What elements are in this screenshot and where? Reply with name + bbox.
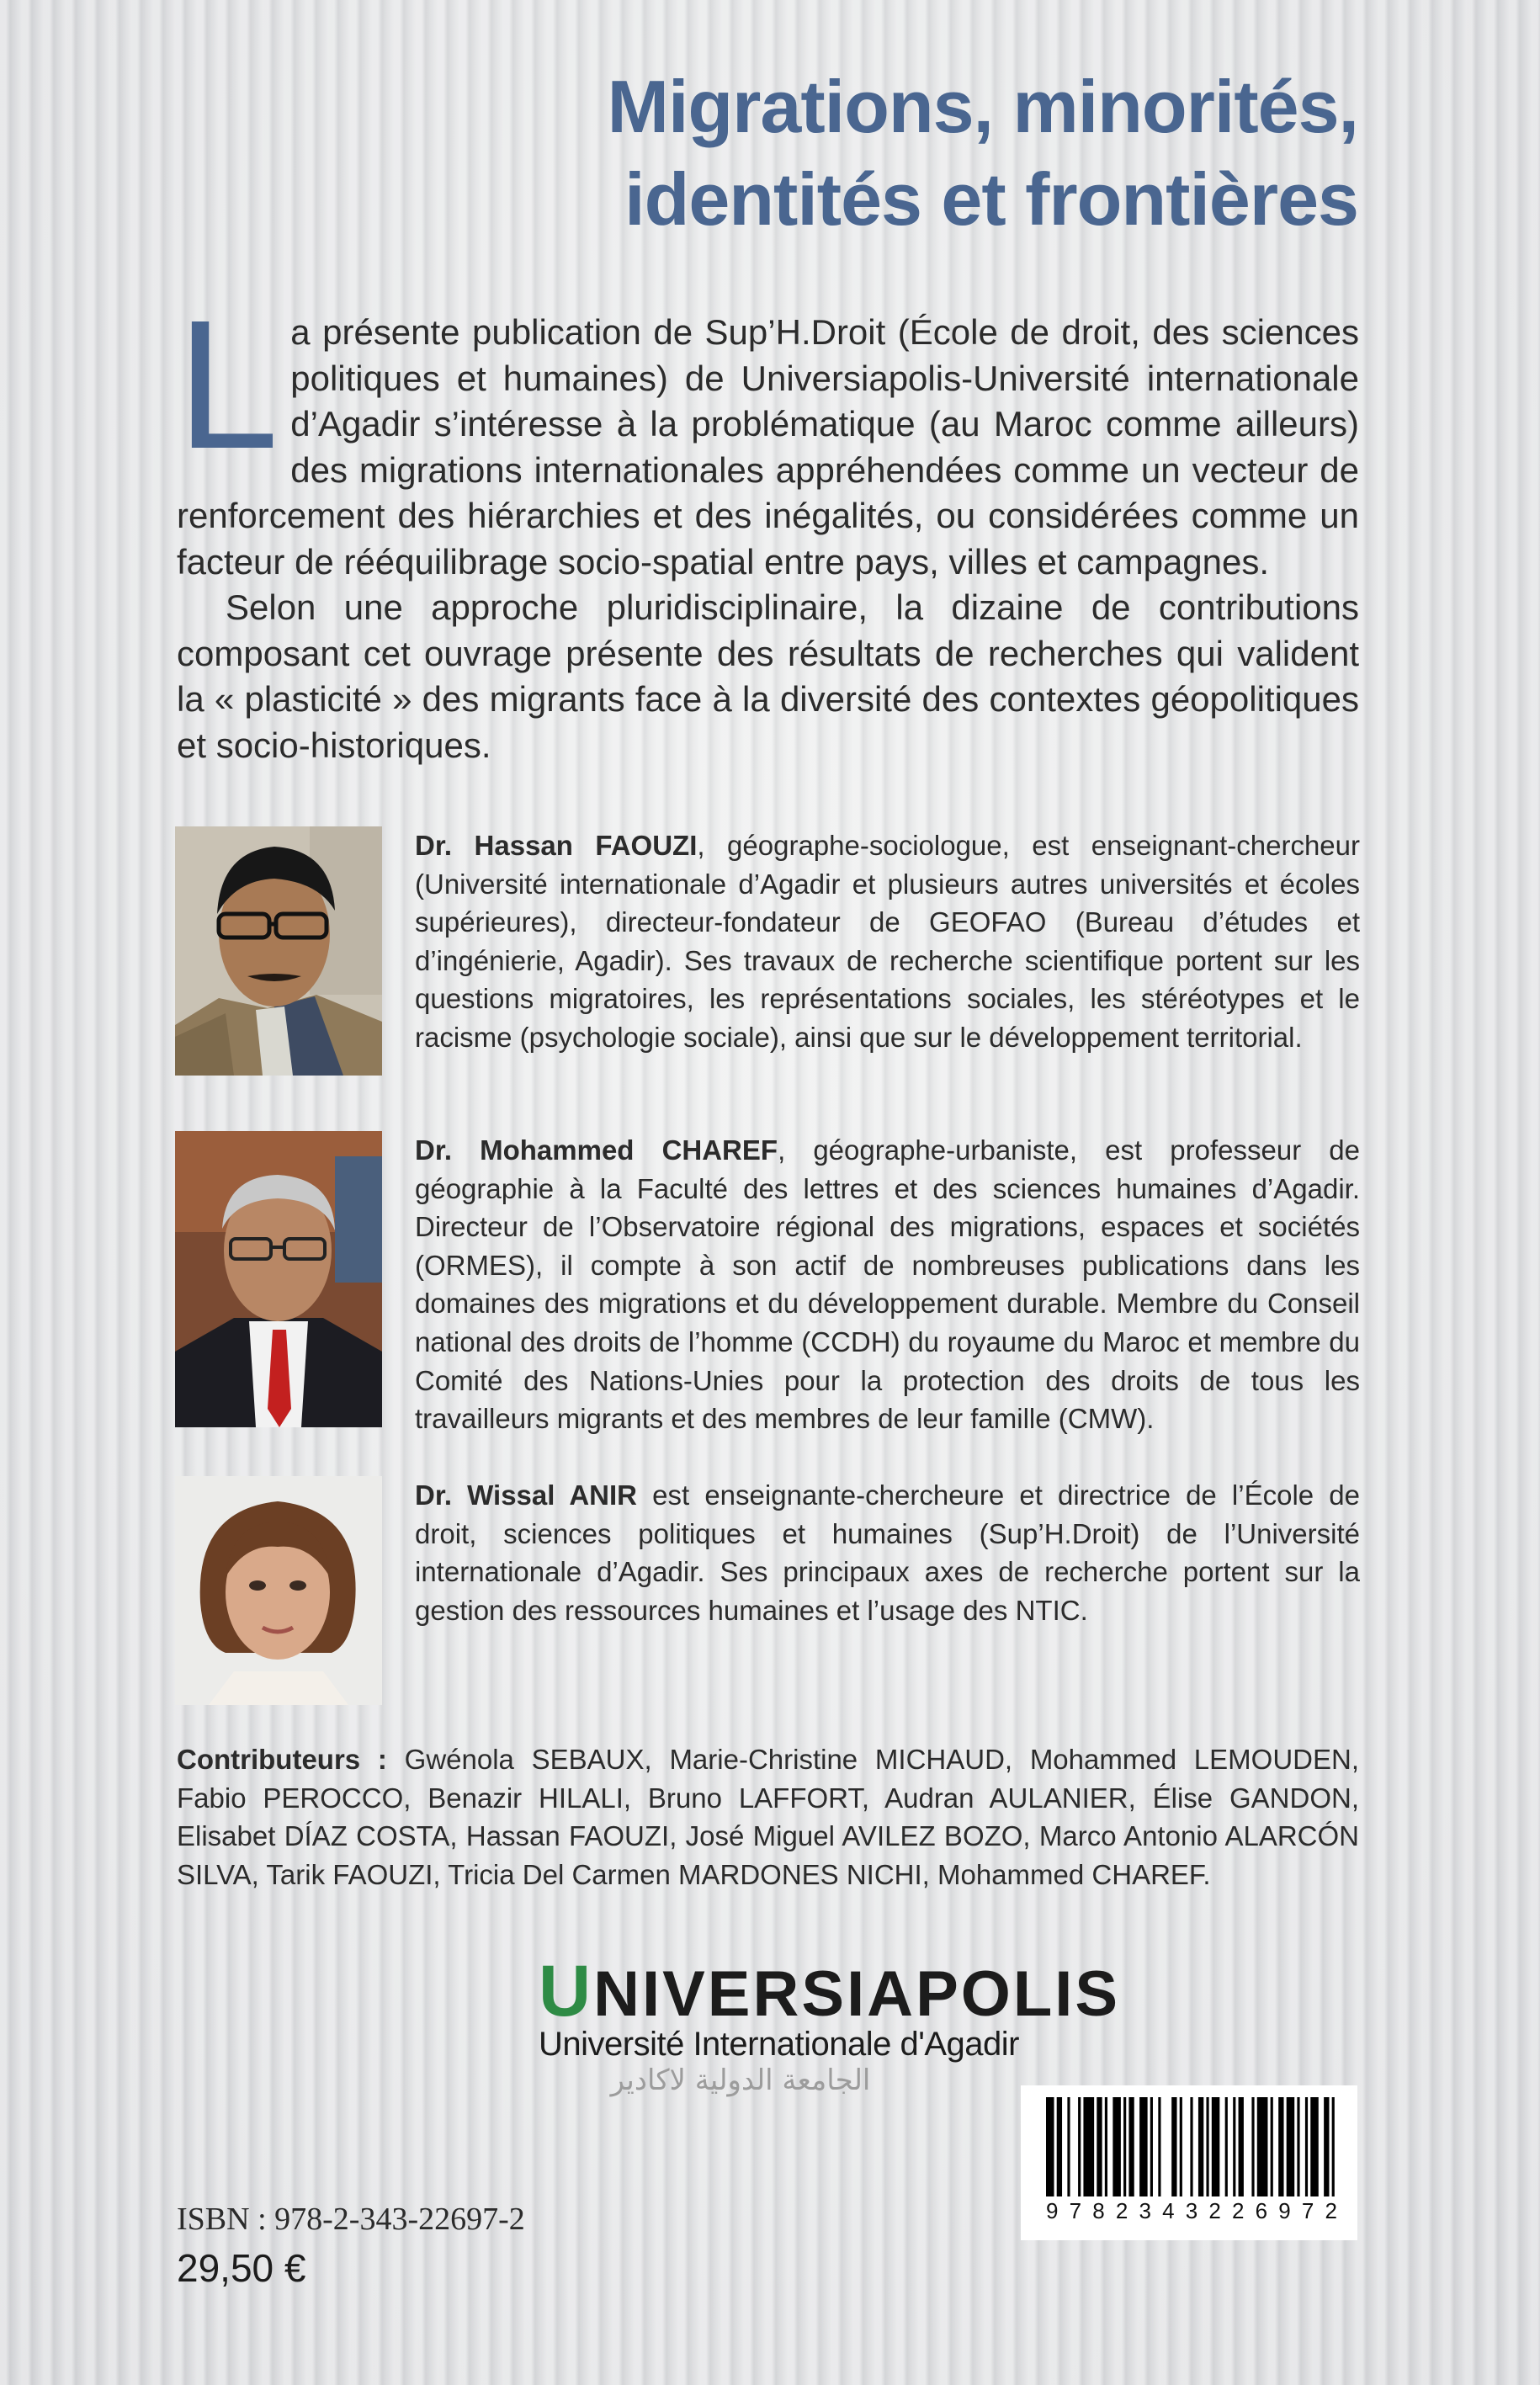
- barcode-digit: 2: [1115, 2198, 1128, 2223]
- contributors-list: [177, 1740, 1359, 1894]
- barcode-bar: [1180, 2097, 1182, 2196]
- barcode-digit: 9: [1046, 2198, 1059, 2223]
- barcode-bar: [1057, 2097, 1062, 2196]
- author-block-faouzi: [175, 826, 1360, 1079]
- barcode-bar: [1097, 2097, 1102, 2196]
- barcode-digit: 2: [1232, 2198, 1245, 2223]
- barcode-digit: 9: [1278, 2198, 1291, 2223]
- isbn-number: ISBN : 978-2-343-22697-2: [177, 2202, 525, 2237]
- intro-paragraph-2: Selon une approche pluridisciplinaire, la dizaine de contributions composant cet ouvrage présente des résultats de recherches qui valident la « plasticité » des migrants face à la diversité des contextes géopolitiques et socio-historiques.: [177, 587, 1359, 765]
- barcode-bar: [1332, 2097, 1335, 2196]
- barcode-bar: [1287, 2097, 1295, 2196]
- drop-cap: L: [177, 283, 279, 487]
- barcode-bar: [1171, 2097, 1176, 2196]
- intro-paragraph-1: [177, 283, 1359, 585]
- book-title: [348, 61, 1358, 246]
- barcode-bar: [1239, 2097, 1244, 2196]
- contributors-label: Contributeurs :: [177, 1744, 387, 1775]
- logo-wordmark: [539, 1951, 1121, 2032]
- barcode-bar: [1225, 2097, 1228, 2196]
- intro-paragraph-1-text: a présente publication de Sup’H.Droit (École de droit, des sciences politiques et humaines) de Universiapolis-Université internationale d’Agadir s’intéresse à la problématique (au Maroc comme ailleurs) des migrations internationales appréhendées comme un vecteur de renforcement des hiérarchies et des inégalités, ou considérées comme un facteur de rééquilibrage socio-spatial entre pays, villes et campagnes.: [177, 312, 1359, 582]
- barcode-bar: [1212, 2097, 1220, 2196]
- contributors-names: Gwénola SEBAUX, Marie-Christine MICHAUD, Mohammed LEMOUDEN, Fabio PEROCCO, Benazir HILALI, Bruno LAFFORT, Audran AULANIER, Élise GANDON, Elisabet DÍAZ COSTA, Hassan FAOUZI, José Miguel AVILEZ BOZO, Marco Antonio ALARCÓN SILVA, Tarik FAOUZI, Tricia Del Carmen MARDONES NICHI, Mohammed CHAREF.: [177, 1744, 1359, 1890]
- barcode-bar: [1046, 2097, 1054, 2196]
- author-name-anir: Dr. Wissal ANIR: [415, 1479, 638, 1511]
- author-bio-text-faouzi: , géographe-sociologue, est enseignant-chercheur (Université internationale d’Agadir et plusieurs autres universités et écoles supérieures), directeur-fondateur de GEOFAO (Bureau d’études et d’ingénierie, Agadir). Ses travaux de recherche scientifique portent sur les questions migratoires, les représentations sociales, les stéréotypes et le racisme (psychologie sociale), ainsi que sur le développement territorial.: [415, 830, 1360, 1053]
- book-title-line-2: identités et frontières: [624, 157, 1358, 241]
- book-title-line-1: Migrations, minorités,: [607, 65, 1358, 148]
- barcode-bar: [1271, 2097, 1273, 2196]
- barcode-digit: 2: [1325, 2198, 1337, 2223]
- logo-first-letter: U: [539, 1951, 594, 2032]
- barcode-digit: 3: [1139, 2198, 1151, 2223]
- barcode-bar: [1297, 2097, 1299, 2196]
- author-block-charef: [175, 1131, 1360, 1434]
- barcode-bar: [1190, 2097, 1192, 2196]
- intro-text: [177, 283, 1359, 768]
- author-bio-anir: [415, 1476, 1360, 1629]
- author-block-anir: [175, 1476, 1360, 1712]
- author-name-charef: Dr. Mohammed CHAREF: [415, 1134, 778, 1166]
- author-photo-faouzi: [175, 826, 382, 1076]
- barcode-digit: 8: [1092, 2198, 1105, 2223]
- barcode-bar: [1233, 2097, 1235, 2196]
- price: 29,50 €: [177, 2246, 306, 2290]
- barcode-bar: [1198, 2097, 1203, 2196]
- barcode-bar: [1206, 2097, 1208, 2196]
- barcode-bars: [1046, 2097, 1337, 2196]
- barcode-digit: 2: [1208, 2198, 1221, 2223]
- barcode-bar: [1257, 2097, 1268, 2196]
- logo-subtitle: Université Internationale d'Agadir: [539, 2026, 1019, 2063]
- barcode-bar: [1078, 2097, 1081, 2196]
- barcode-bar: [1305, 2097, 1308, 2196]
- author-bio-charef: [415, 1131, 1360, 1438]
- barcode-digit: 4: [1162, 2198, 1175, 2223]
- author-photo-charef: [175, 1131, 382, 1427]
- author-bio-text-charef: , géographe-urbaniste, est professeur de géographie à la Faculté des lettres et des sciences humaines d’Agadir. Directeur de l’Observatoire régional des migrations, espaces et sociétés (ORMES), il compte à son actif de nombreuses publications dans les domaines des migrations et du développement durable. Membre du Conseil national des droits de l’homme (CCDH) du royaume du Maroc et membre du Comité des Nations-Unies pour la protection des droits de tous les travailleurs migrants et des membres de leur famille (CMW).: [415, 1134, 1360, 1435]
- barcode-bar: [1324, 2097, 1329, 2196]
- barcode-digit: 3: [1185, 2198, 1198, 2223]
- author-bio-faouzi: [415, 826, 1360, 1057]
- barcode-bar: [1083, 2097, 1094, 2196]
- barcode-bar: [1139, 2097, 1148, 2196]
- barcode-bar: [1123, 2097, 1126, 2196]
- barcode-bar: [1150, 2097, 1153, 2196]
- barcode-digits: [1046, 2196, 1337, 2225]
- author-bio-text-anir: est enseignante-chercheure et directrice de l’École de droit, sciences politiques et humaines (Sup’H.Droit) de l’Université internationale d’Agadir. Ses principaux axes de recherche portent sur la gestion des ressources humaines et l’usage des NTIC.: [415, 1479, 1360, 1626]
- logo-arabic-subtitle: الجامعة الدولية لاكادير: [610, 2064, 871, 2097]
- barcode-bar: [1113, 2097, 1121, 2196]
- logo-wordmark-rest: NIVERSIAPOLIS: [593, 1958, 1121, 2030]
- author-photo-anir: [175, 1476, 382, 1705]
- barcode-bar: [1278, 2097, 1283, 2196]
- barcode-bar: [1310, 2097, 1319, 2196]
- universiapolis-logo: [539, 1951, 1121, 2097]
- barcode-bar: [1158, 2097, 1160, 2196]
- barcode-bar: [1128, 2097, 1134, 2196]
- barcode-bar: [1105, 2097, 1107, 2196]
- barcode-digit: 6: [1255, 2198, 1268, 2223]
- barcode-bar: [1067, 2097, 1070, 2196]
- isbn-barcode: [1021, 2085, 1357, 2240]
- barcode-digit: 7: [1301, 2198, 1314, 2223]
- barcode-bar: [1251, 2097, 1254, 2196]
- author-name-faouzi: Dr. Hassan FAOUZI: [415, 830, 698, 861]
- barcode-digit: 7: [1069, 2198, 1082, 2223]
